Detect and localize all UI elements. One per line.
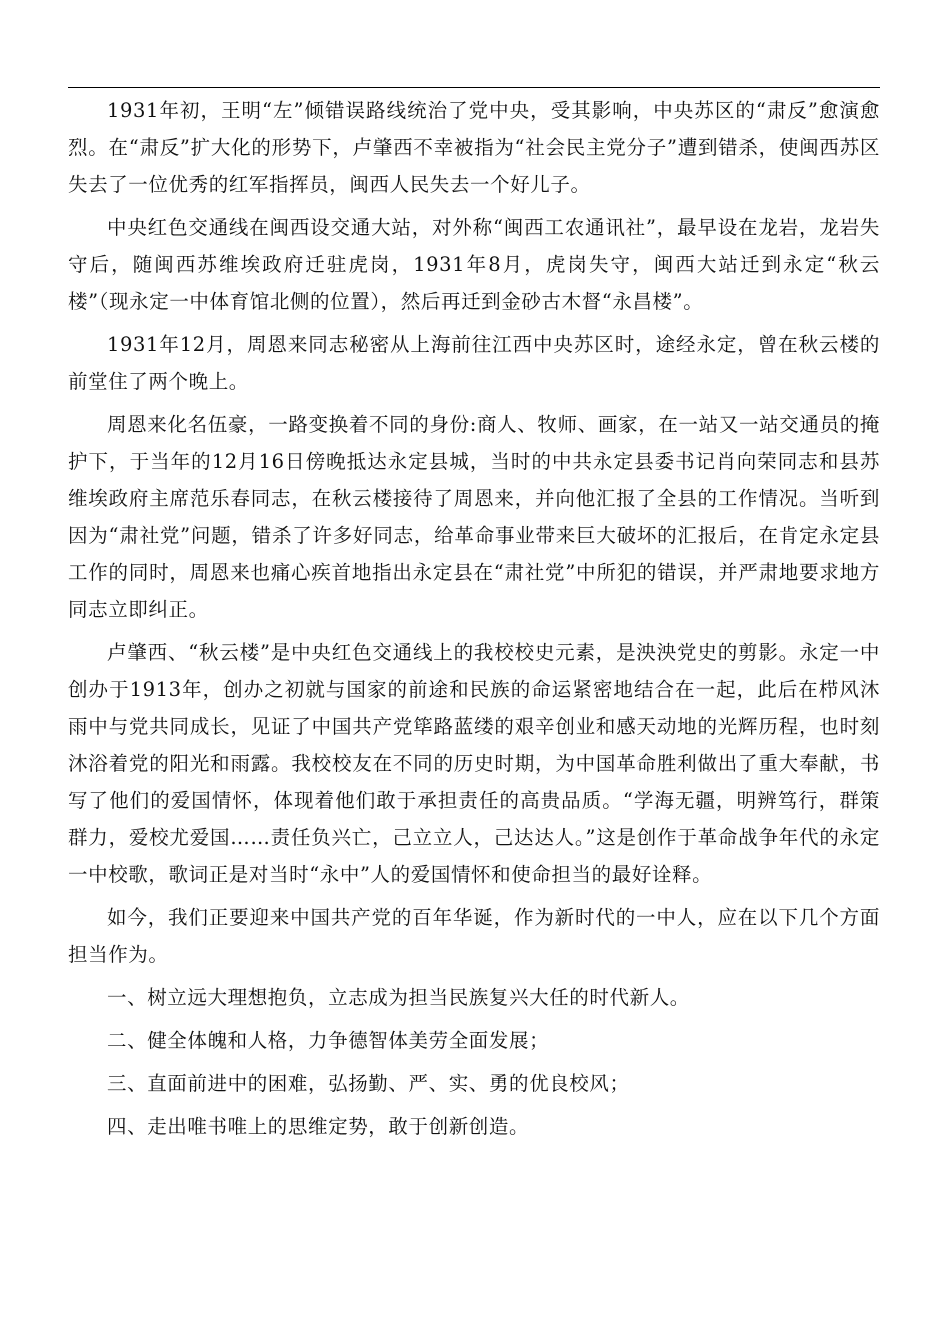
list-item-3: 三、直面前进中的困难，弘扬勤、严、实、勇的优良校风； (107, 1072, 630, 1095)
paragraph-1: 1931年初，王明“左”倾错误路线统治了党中央，受其影响，中央苏区的“肃反”愈演愈烈。在“肃反”扩大化的形势下，卢肇西不幸被指为“社会民主党分子”遭到错杀，使闽西苏区失去了一位优秀的红军指挥员，闽西人民失去一个好儿子。 (68, 99, 880, 196)
paragraph-3: 1931年12月，周恩来同志秘密从上海前往江西中央苏区时，途经永定，曾在秋云楼的前堂住了两个晚上。 (68, 333, 880, 393)
paragraph-2: 中央红色交通线在闽西设交通大站，对外称“闽西工农通讯社”，最早设在龙岩，龙岩失守后，随闽西苏维埃政府迁驻虎岗，1931年8月，虎岗失守，闽西大站迁到永定“秋云楼”（现永定一中体育馆北侧的位置），然后再迁到金砂古木督“永昌楼”。 (68, 216, 880, 313)
paragraph-6: 如今，我们正要迎来中国共产党的百年华诞，作为新时代的一中人，应在以下几个方面担当作为。 (68, 906, 880, 966)
paragraph-4: 周恩来化名伍豪，一路变换着不同的身份:商人、牧师、画家，在一站又一站交通员的掩护下，于当年的12月16日傍晚抵达永定县城，当时的中共永定县委书记肖向荣同志和县苏维埃政府主席范乐春同志，在秋云楼接待了周恩来，并向他汇报了全县的工作情况。当听到因为“肃社党”问题，错杀了许多好同志，给革命事业带来巨大破坏的汇报后，在肯定永定县工作的同时，周恩来也痛心疾首地指出永定县在“肃社党”中所犯的错误，并严肃地要求地方同志立即纠正。 (68, 413, 880, 621)
document-body (68, 92, 880, 1151)
list-item-1: 一、树立远大理想抱负，立志成为担当民族复兴大任的时代新人。 (107, 986, 690, 1009)
header-rule (68, 87, 880, 88)
paragraph-5: 卢肇西、“秋云楼”是中央红色交通线上的我校校史元素，是泱泱党史的剪影。永定一中创办于1913年，创办之初就与国家的前途和民族的命运紧密地结合在一起，此后在栉风沐雨中与党共同成长，见证了中国共产党筚路蓝缕的艰辛创业和感天动地的光辉历程，也时刻沐浴着党的阳光和雨露。我校校友在不同的历史时期，为中国革命胜利做出了重大奉献，书写了他们的爱国情怀，体现着他们敢于承担责任的高贵品质。“学海无疆，明辨笃行，群策群力，爱校尤爱国……责任负兴亡，己立立人，己达达人。”这是创作于革命战争年代的永定一中校歌，歌词正是对当时“永中”人的爱国情怀和使命担当的最好诠释。 (68, 641, 880, 886)
list-item-2: 二、健全体魄和人格，力争德智体美劳全面发展； (107, 1029, 550, 1052)
list-item-4: 四、走出唯书唯上的思维定势，敢于创新创造。 (107, 1115, 530, 1138)
